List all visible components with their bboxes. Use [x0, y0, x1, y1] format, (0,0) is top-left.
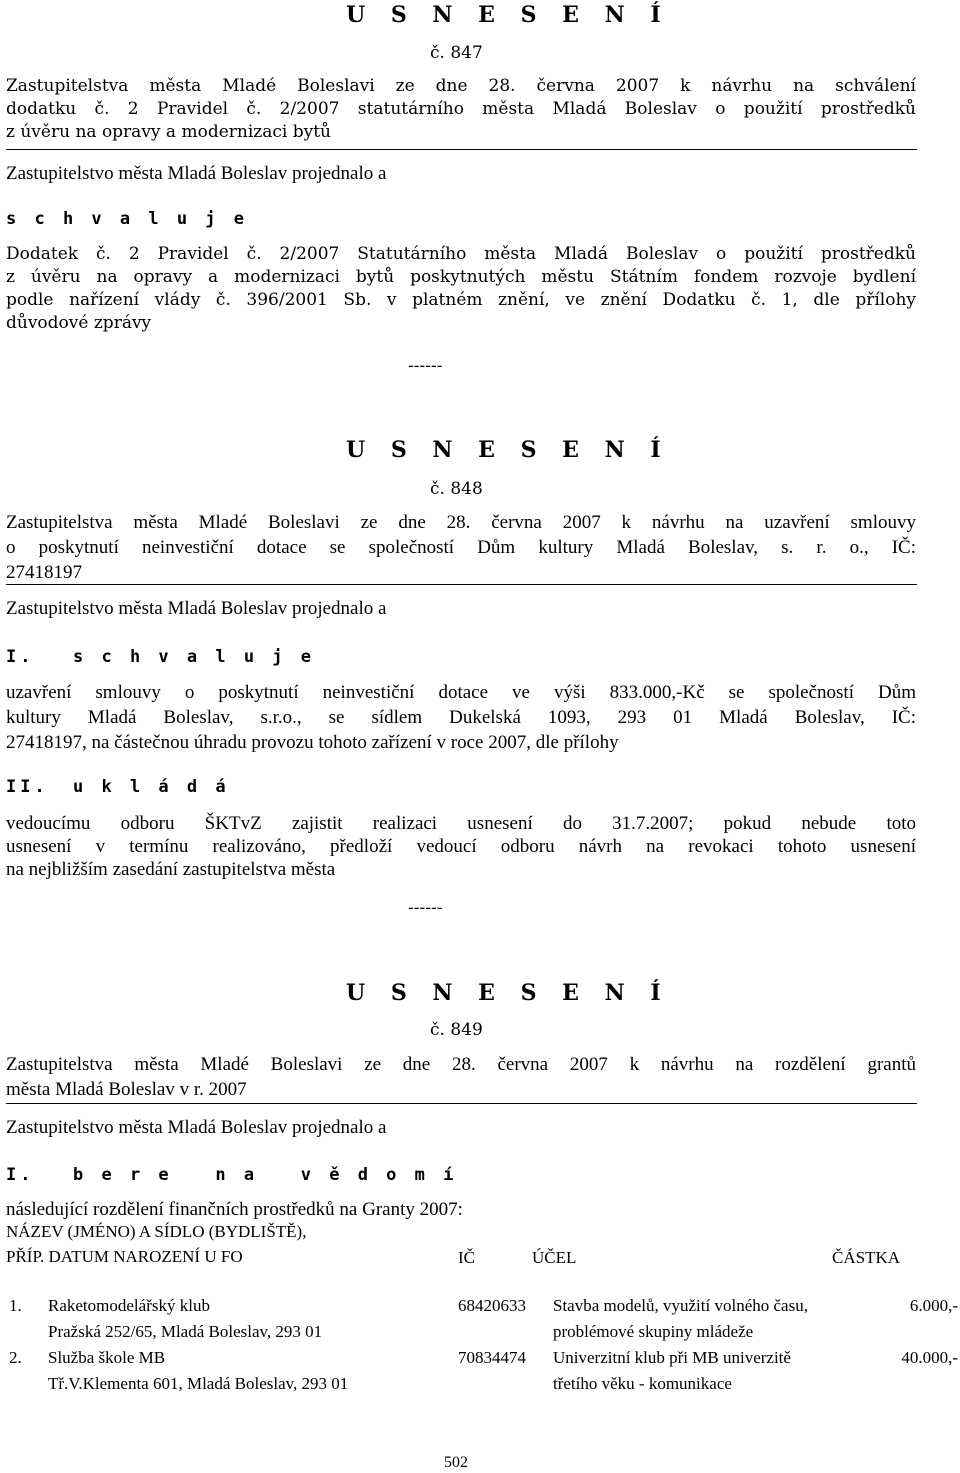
row-ic: 70834474: [458, 1348, 526, 1367]
section-label: II.: [6, 777, 49, 797]
body-line: vedoucímu odboru ŠKTvZ zajistit realizaci usnesení do 31.7.2007; pokud nebude toto: [6, 813, 916, 834]
intro-line: Zastupitelstva města Mladé Boleslavi ze dne 28. června 2007 k návrhu na uzavření smlouvy: [6, 512, 916, 533]
row-purpose: problémové skupiny mládeže: [553, 1322, 754, 1341]
page-number: 502: [444, 1454, 468, 1471]
intro-line: 27418197: [6, 562, 82, 583]
resolution-intro: [6, 1052, 916, 1102]
row-purpose: Univerzitní klub při MB univerzitě: [553, 1348, 791, 1367]
row-number: 2.: [9, 1348, 22, 1367]
section-label: I.: [6, 1165, 35, 1185]
council-statement: Zastupitelstvo města Mladá Boleslav projednalo a: [6, 598, 387, 619]
row-address: Tř.V.Klementa 601, Mladá Boleslav, 293 01: [48, 1374, 349, 1393]
table-header-ic: IČ: [458, 1248, 475, 1267]
resolution-heading: U S N E S E N Í: [346, 980, 670, 1006]
body-line: usnesení v termínu realizováno, předloží vedoucí odboru návrh na revokaci tohoto usnesení: [6, 836, 916, 857]
section-body: [6, 680, 916, 755]
resolution-intro: [6, 75, 916, 144]
row-name: Služba škole MB: [48, 1348, 166, 1367]
header-line: PŘÍP. DATUM NAROZENÍ U FO: [6, 1247, 243, 1266]
resolution-heading: U S N E S E N Í: [346, 437, 670, 463]
resolution-intro: [6, 510, 916, 585]
resolution-number: č. 849: [430, 1020, 483, 1040]
intro-line: Zastupitelstva města Mladé Boleslavi ze dne 28. června 2007 k návrhu na rozdělení grantů: [6, 1054, 916, 1075]
table-header-purpose: ÚČEL: [532, 1248, 577, 1267]
section-body: následující rozdělení finančních prostředků na Granty 2007:: [6, 1199, 463, 1220]
body-line: na nejbližším zasedání zastupitelstva města: [6, 859, 336, 880]
divider-rule: [6, 149, 917, 150]
row-name: Raketomodelářský klub: [48, 1296, 210, 1315]
row-amount: 40.000,-: [901, 1348, 958, 1367]
row-purpose: Stavba modelů, využití volného času,: [553, 1296, 808, 1315]
intro-line: z úvěru na opravy a modernizaci bytů: [6, 122, 332, 142]
resolution-verb: s c h v a l u j e: [6, 209, 248, 229]
body-line: důvodové zprávy: [6, 313, 152, 333]
section-verb: b e r e n a v ě d o m í: [73, 1165, 458, 1185]
table-header-name: [6, 1222, 306, 1267]
intro-line: dodatku č. 2 Pravidel č. 2/2007 statutárního města Mladá Boleslav o použití prostředků: [6, 99, 916, 119]
intro-line: o poskytnutí neinvestiční dotace se společností Dům kultury Mladá Boleslav, s. r. o., IČ:: [6, 537, 916, 558]
resolution-heading: U S N E S E N Í: [346, 2, 670, 28]
body-line: uzavření smlouvy o poskytnutí neinvestiční dotace ve výši 833.000,-Kč se společností Dům: [6, 682, 916, 703]
row-ic: 68420633: [458, 1296, 526, 1315]
body-line: podle nařízení vlády č. 396/2001 Sb. v platném znění, ve znění Dodatku č. 1, dle přílohy: [6, 290, 916, 310]
row-address: Pražská 252/65, Mladá Boleslav, 293 01: [48, 1322, 323, 1341]
divider-rule: [6, 1103, 917, 1104]
intro-line: města Mladá Boleslav v r. 2007: [6, 1079, 247, 1100]
resolution-number: č. 848: [430, 479, 483, 499]
body-line: 27418197, na částečnou úhradu provozu tohoto zařízení v roce 2007, dle přílohy: [6, 732, 619, 753]
council-statement: Zastupitelstvo města Mladá Boleslav projednalo a: [6, 163, 387, 184]
separator: ------: [408, 898, 443, 918]
row-purpose: třetího věku - komunikace: [553, 1374, 732, 1393]
section-label: I.: [6, 647, 35, 667]
header-line: NÁZEV (JMÉNO) A SÍDLO (BYDLIŠTĚ),: [6, 1222, 307, 1241]
section-verb: s c h v a l u j e: [73, 647, 315, 667]
resolution-number: č. 847: [430, 43, 483, 63]
body-line: kultury Mladá Boleslav, s.r.o., se sídlem Dukelská 1093, 293 01 Mladá Boleslav, IČ:: [6, 707, 916, 728]
body-line: z úvěru na opravy a modernizaci bytů poskytnutých městu Státním fondem rozvoje bydlení: [6, 267, 916, 287]
section-verb: u k l á d á: [73, 777, 230, 797]
row-number: 1.: [9, 1296, 22, 1315]
table-header-amount: ČÁSTKA: [832, 1248, 901, 1267]
resolution-body: [6, 243, 916, 335]
intro-line: Zastupitelstva města Mladé Boleslavi ze dne 28. června 2007 k návrhu na schválení: [6, 76, 916, 96]
separator: ------: [408, 356, 443, 376]
divider-rule: [6, 584, 917, 585]
body-line: Dodatek č. 2 Pravidel č. 2/2007 Statutárního města Mladá Boleslav o použití prostředků: [6, 244, 916, 264]
row-amount: 6.000,-: [909, 1296, 958, 1315]
section-body: [6, 812, 916, 881]
council-statement: Zastupitelstvo města Mladá Boleslav projednalo a: [6, 1117, 387, 1138]
